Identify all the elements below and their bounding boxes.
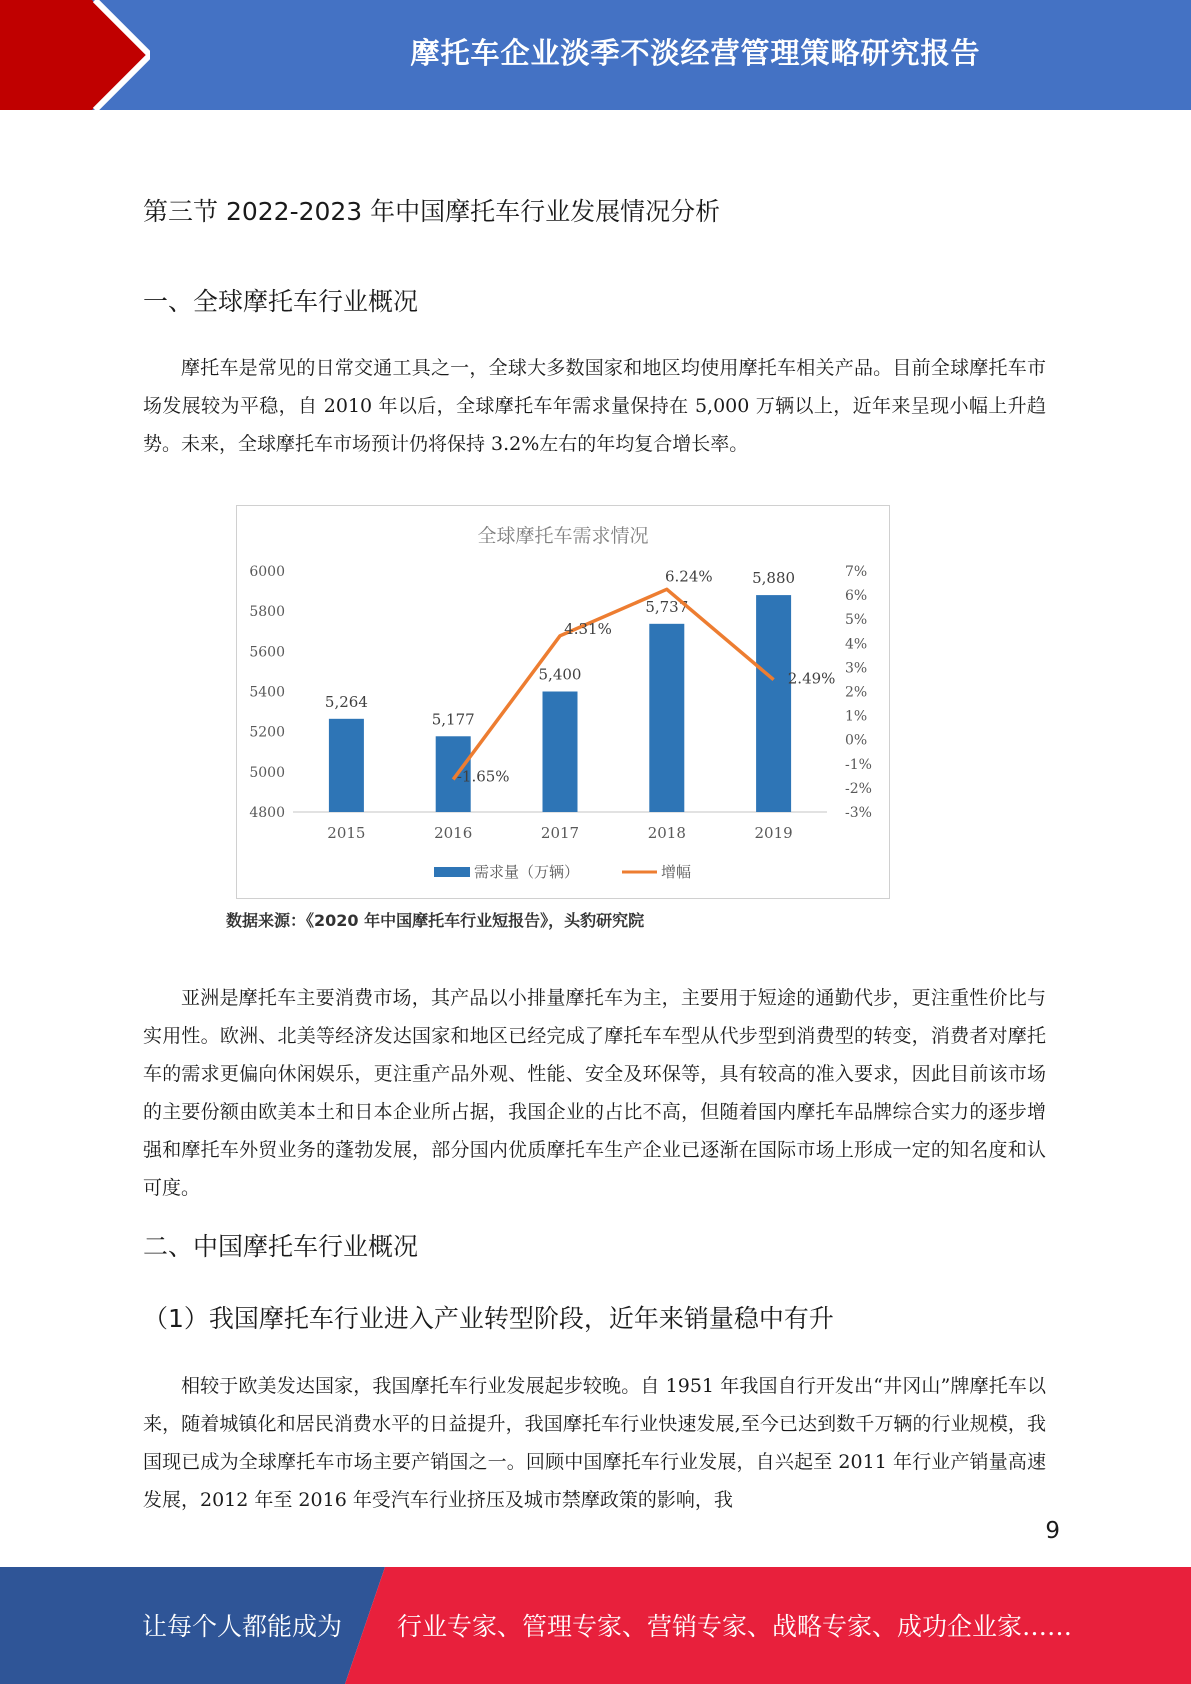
y2-tick-label: 1%: [845, 708, 868, 725]
footer-slogan-right: 行业专家、管理专家、营销专家、战略专家、成功企业家……: [397, 1612, 1073, 1641]
x-tick-label: 2019: [754, 824, 793, 842]
y2-tick-label: 0%: [845, 732, 868, 749]
line-data-label: -1.65%: [456, 767, 510, 786]
bar-data-label: 5,177: [431, 710, 475, 729]
section-title: 第三节 2022-2023 年中国摩托车行业发展情况分析: [143, 197, 721, 226]
bar: [543, 692, 578, 813]
y-tick-label: 5200: [249, 724, 285, 741]
legend-line-label: 增幅: [661, 863, 692, 881]
paragraph-global-market: 摩托车是常见的日常交通工具之一，全球大多数国家和地区均使用摩托车相关产品。目前全球摩托车市场发展较为平稳，自 2010 年以后，全球摩托车年需求量保持在 5,000 万辆以上，近年来呈现小幅上升趋势。未来，全球摩托车市场预计仍将保持 3.2%左右的年均复合增长率。: [143, 357, 1046, 455]
footer-slogan-left: 让每个人都能成为: [142, 1612, 343, 1641]
heading-global-overview: 一、全球摩托车行业概况: [143, 287, 419, 316]
y2-tick-label: 3%: [845, 660, 868, 677]
y-tick-label: 5400: [249, 684, 285, 701]
chart-source: 数据来源：《2020 年中国摩托车行业短报告》，头豹研究院: [226, 911, 645, 930]
legend-bar-swatch: [434, 867, 470, 877]
x-tick-label: 2016: [434, 824, 473, 842]
y2-tick-label: -3%: [845, 805, 872, 821]
bar-data-label: 5,880: [752, 569, 796, 588]
demand-chart: [236, 505, 890, 899]
heading-china-overview: 二、中国摩托车行业概况: [143, 1232, 419, 1261]
bar: [756, 595, 791, 812]
bar-data-label: 5,400: [538, 665, 582, 684]
y-tick-label: 5000: [249, 764, 285, 781]
line-data-label: 2.49%: [787, 669, 836, 688]
y-tick-label: 6000: [249, 564, 285, 580]
legend-bar-label: 需求量（万辆）: [474, 863, 580, 881]
chart-title: 全球摩托车需求情况: [477, 525, 649, 547]
line-data-label: 4.31%: [564, 619, 612, 638]
page-number: 9: [1045, 1518, 1060, 1544]
y2-tick-label: -1%: [845, 756, 872, 773]
y-tick-label: 5800: [249, 604, 285, 621]
report-title: 摩托车企业淡季不淡经营管理策略研究报告: [410, 36, 981, 70]
y2-tick-label: 5%: [845, 612, 868, 629]
page-footer: [0, 1567, 1191, 1684]
y2-tick-label: 2%: [845, 684, 868, 701]
header-red-arrow: [0, 0, 150, 110]
y2-tick-label: 7%: [845, 564, 868, 580]
paragraph-china-history: 相较于欧美发达国家，我国摩托车行业发展起步较晚。自 1951 年我国自行开发出“井冈山”牌摩托车以来，随着城镇化和居民消费水平的日益提升，我国摩托车行业快速发展,至今已达到数千万辆的行业规模，我国现已成为全球摩托车市场主要产销国之一。回顾中国摩托车行业发展，自兴起至 2011 年行业产销量高速发展，2012 年至 2016 年受汽车行业挤压及城市禁摩政策的影响，我: [143, 1375, 1046, 1511]
x-tick-label: 2018: [647, 824, 686, 842]
y-tick-label: 4800: [249, 805, 285, 821]
y-tick-label: 5600: [249, 644, 285, 661]
x-tick-label: 2015: [327, 824, 366, 842]
page-header: [0, 0, 1191, 110]
subheading-industry-transition: （1）我国摩托车行业进入产业转型阶段，近年来销量稳中有升: [143, 1304, 834, 1333]
bar: [329, 719, 364, 812]
y2-tick-label: 4%: [845, 636, 868, 653]
bar-data-label: 5,737: [645, 597, 689, 616]
bar: [649, 624, 684, 812]
bar-data-label: 5,264: [324, 692, 368, 711]
y2-tick-label: 6%: [845, 588, 868, 605]
growth-line: [453, 589, 773, 779]
line-data-label: 6.24%: [664, 567, 713, 586]
demand-chart-svg: [237, 506, 889, 898]
y2-tick-label: -2%: [845, 780, 872, 797]
x-tick-label: 2017: [540, 824, 580, 842]
paragraph-asia-market: 亚洲是摩托车主要消费市场，其产品以小排量摩托车为主，主要用于短途的通勤代步，更注重性价比与实用性。欧洲、北美等经济发达国家和地区已经完成了摩托车车型从代步型到消费型的转变，消费者对摩托车的需求更偏向休闲娱乐，更注重产品外观、性能、安全及环保等，具有较高的准入要求，因此目前该市场的主要份额由欧美本土和日本企业所占据，我国企业的占比不高，但随着国内摩托车品牌综合实力的逐步增强和摩托车外贸业务的蓬勃发展，部分国内优质摩托车生产企业已逐渐在国际市场上形成一定的知名度和认可度。: [143, 987, 1046, 1199]
